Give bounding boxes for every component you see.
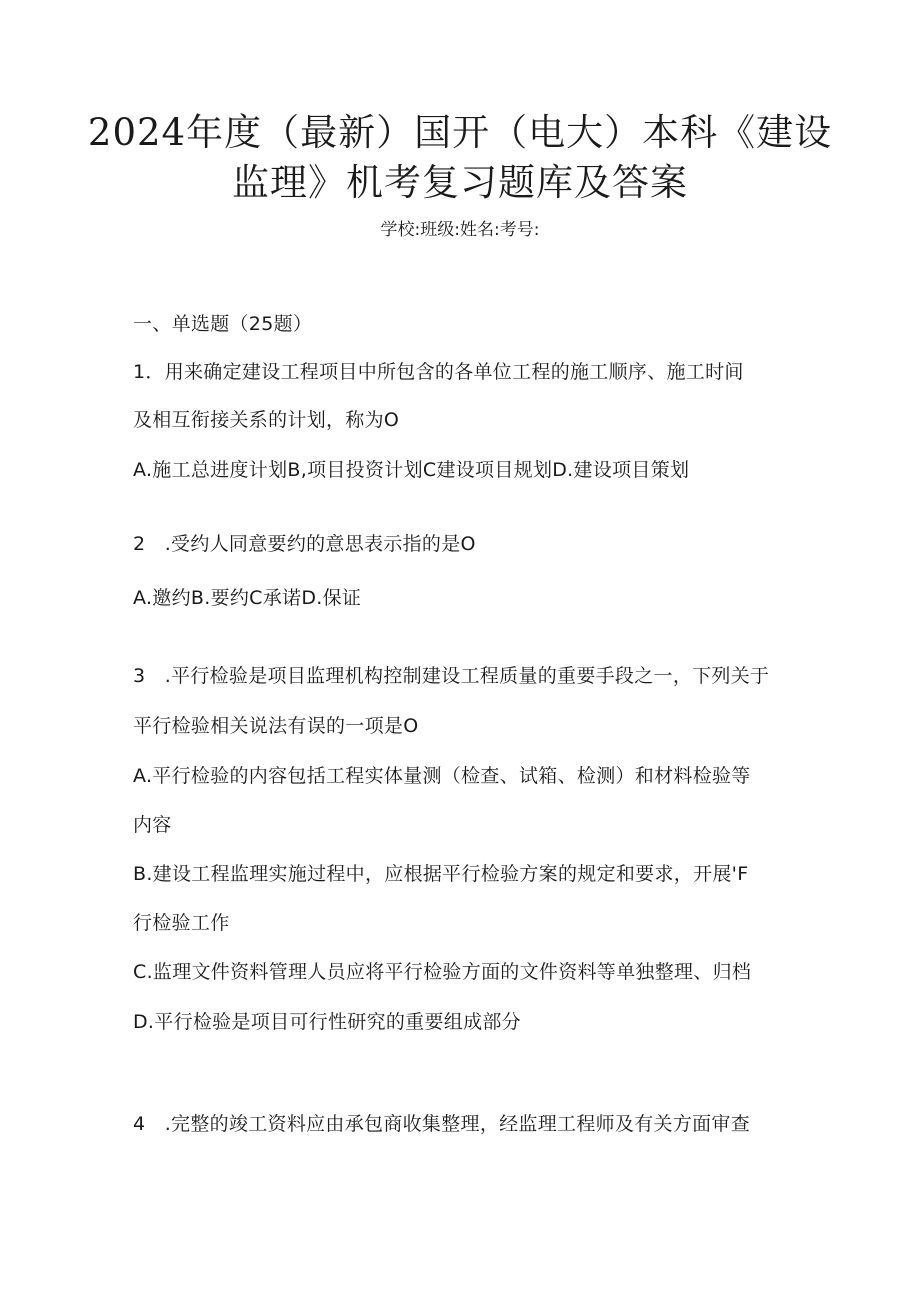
document-title-line-1: 2024年度（最新）国开（电大）本科《建设 — [87, 111, 833, 154]
question-1-stem-line-1: 1．用来确定建设工程项目中所包含的各单位工程的施工顺序、施工时间 — [133, 361, 744, 383]
question-2-options: A.邀约B.要约C承诺D.保证 — [133, 587, 362, 609]
question-3-option-a-line-1: A.平行检验的内容包括工程实体量测（检查、试箱、检测）和材料检验等 — [133, 765, 751, 787]
question-1-stem-line-2: 及相互衔接关系的计划，称为O — [133, 409, 400, 431]
question-2-stem: 2 .受约人同意要约的意思表示指的是O — [133, 533, 476, 555]
question-3-option-d: D.平行检验是项目可行性研究的重要组成部分 — [133, 1011, 521, 1033]
student-info-line: 学校:班级:姓名:考号: — [380, 220, 540, 240]
question-3-option-b-line-2: 行检验工作 — [133, 912, 230, 934]
document-title-line-2: 监理》机考复习题库及答案 — [232, 161, 688, 204]
section-heading: 一、单选题（25题） — [133, 313, 313, 335]
question-3-option-c: C.监理文件资料管理人员应将平行检验方面的文件资料等单独整理、归档 — [133, 961, 752, 983]
question-3-stem-line-1: 3 .平行检验是项目监理机构控制建设工程质量的重要手段之一，下列关于 — [133, 665, 770, 687]
question-3-stem-line-2: 平行检验相关说法有误的一项是O — [133, 715, 419, 737]
question-4-stem: 4 .完整的竣工资料应由承包商收集整理，经监理工程师及有关方面审查 — [133, 1113, 751, 1135]
question-1-options: A.施工总进度计划B,项目投资计划C建设项目规划D.建设项目策划 — [133, 459, 690, 481]
question-3-option-a-line-2: 内容 — [133, 814, 172, 836]
question-3-option-b-line-1: B.建设工程监理实施过程中，应根据平行检验方案的规定和要求，开展'F — [133, 863, 749, 885]
